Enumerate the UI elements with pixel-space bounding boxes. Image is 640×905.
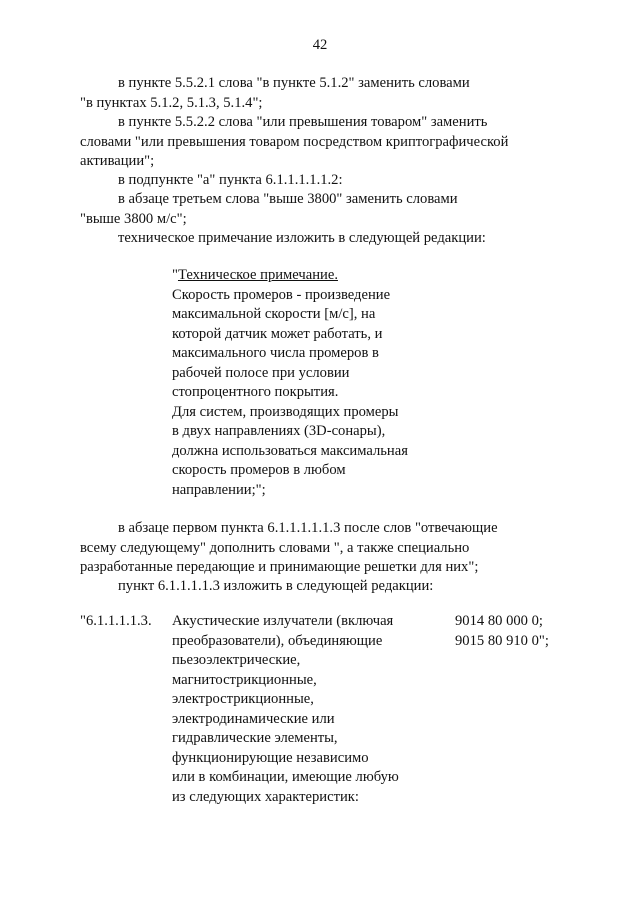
amendment-6-1-1-1-1-1-3-line-1: в абзаце первом пункта 6.1.1.1.1.1.3 после слов "отвечающие [118, 520, 498, 536]
amendment-5-5-2-2-line-2: словами "или превышения товаром посредством криптографической [80, 133, 509, 150]
amendment-third-paragraph [80, 190, 562, 229]
item-description-line: пьезоэлектрические, [172, 652, 301, 668]
item-number: "6.1.1.1.1.3. [80, 613, 152, 629]
amendment-technical-note [80, 229, 562, 249]
amendment-subpoint-a-line-1: в подпункте "а" пункта 6.1.1.1.1.1.2: [118, 172, 343, 188]
amendment-third-paragraph-line-1: в абзаце третьем слова "выше 3800" заменить словами [118, 191, 458, 207]
technical-note-line: максимального числа промеров в [172, 345, 379, 361]
item-description-line: функционирующие независимо [172, 749, 369, 766]
amendment-technical-note-line-1: техническое примечание изложить в следующей редакции: [118, 230, 486, 246]
item-description-line: из следующих характеристик: [172, 788, 359, 805]
amendment-5-5-2-1 [80, 74, 562, 113]
technical-note-line: в двух направлениях (3D-сонары), [172, 423, 386, 439]
technical-note-line: направлении;"; [172, 481, 266, 498]
technical-note-line: должна использоваться максимальная [172, 442, 408, 459]
technical-note-line: максимальной скорости [м/с], на [172, 306, 376, 322]
amendment-5-5-2-2-line-3: активации"; [80, 153, 155, 169]
amendment-5-5-2-2-line-1: в пункте 5.5.2.2 слова "или превышения товаром" заменить [118, 114, 488, 130]
amendment-5-5-2-1-line-2: "в пунктах 5.1.2, 5.1.3, 5.1.4"; [80, 94, 263, 111]
technical-note-line: стопроцентного покрытия. [172, 384, 339, 400]
amendment-third-paragraph-line-2: "выше 3800 м/с"; [80, 210, 187, 227]
item-code: 9015 80 910 0"; [455, 632, 549, 649]
page-number: 42 [312, 37, 328, 53]
technical-note-line: Скорость промеров - произведение [172, 286, 391, 303]
item-description-line: гидравлические элементы, [172, 730, 338, 746]
amendment-6-1-1-1-1-3 [80, 577, 562, 597]
technical-note-line: скорость промеров в любом [172, 462, 346, 478]
amendment-6-1-1-1-1-3-line-1: пункт 6.1.1.1.1.3 изложить в следующей редакции: [118, 578, 434, 594]
item-code: 9014 80 000 0; [455, 613, 543, 629]
item-codes [455, 612, 575, 651]
item-description-line: Акустические излучатели (включая [172, 613, 394, 629]
item-description-line: или в комбинации, имеющие любую [172, 769, 399, 785]
technical-note-line: Для систем, производящих промеры [172, 403, 399, 420]
amendment-5-5-2-2 [80, 113, 562, 172]
technical-note-line: рабочей полосе при условии [172, 364, 350, 381]
amendment-6-1-1-1-1-1-3-line-3: разработанные передающие и принимающие решетки для них"; [80, 559, 479, 575]
item-6-1-1-1-1-3 [80, 612, 570, 832]
amendment-6-1-1-1-1-1-3-line-2: всему следующему" дополнить словами ", а также специально [80, 539, 470, 556]
technical-note-line: которой датчик может работать, и [172, 325, 383, 342]
item-description-line: магнитострикционные, [172, 671, 317, 688]
item-description-line: преобразователи), объединяющие [172, 632, 383, 649]
amendment-subpoint-a [80, 171, 562, 191]
item-description-line: электрострикционные, [172, 691, 314, 707]
amendment-6-1-1-1-1-1-3 [80, 519, 562, 578]
item-description [172, 612, 442, 807]
item-description-line: электродинамические или [172, 710, 335, 727]
technical-note-heading: "Техническое примечание. [172, 267, 338, 283]
technical-note-quote [172, 266, 472, 500]
amendment-5-5-2-1-line-1: в пункте 5.5.2.1 слова "в пункте 5.1.2" заменить словами [118, 75, 470, 91]
